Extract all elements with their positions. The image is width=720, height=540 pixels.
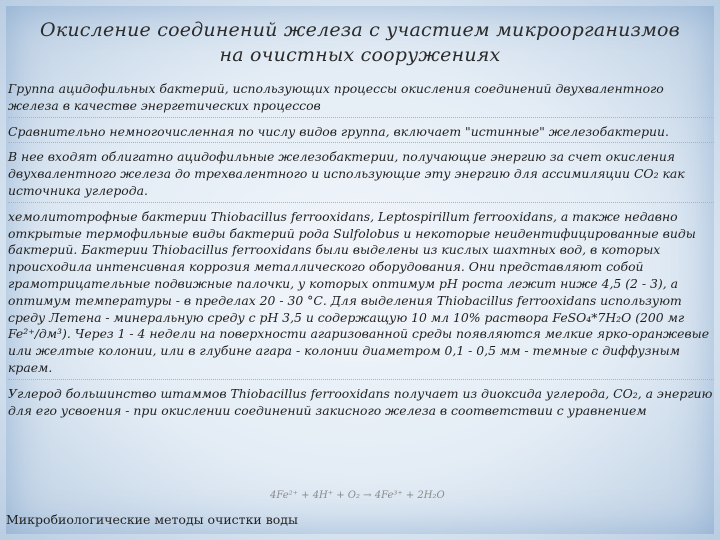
reaction-equation: 4Fe²⁺ + 4H⁺ + O₂ → 4Fe³⁺ + 2H₂O bbox=[270, 490, 445, 501]
paragraph: Углерод большинство штаммов Thiobacillus ferrooxidans получает из диоксида углерода, CO₂, а энергию для его усвоения - при окислении соединений закисного железа в соответствии с уравнением bbox=[8, 385, 713, 418]
paragraph: хемолитотрофные бактерии Thiobacillus ferrooxidans, Leptospirillum ferrooxidans, а также недавно открытые термофильные виды бактерий рода Sulfolobus и некоторые неидентифицированные виды бактерий. Бактерии Thiobacillus ferrooxidans были выделены из кислых шахтных вод, в которых происходила интенсивная коррозия металлического оборудования. Они представляют собой грамотрицательные подвижные палочки, у которых оптимум pH роста лежит ниже 4,5 (2 - 3), а оптимум температуры - в пределах 20 - 30 °С. Для выделения Thiobacillus ferrooxidans используют среду Летена - минеральную среду с pH 3,5 и содержащую 10 мл 10% раствора FeSO₄*7H₂O (200 мг Fe²⁺/дм³). Через 1 - 4 недели на поверхности агаризованной среды появляются мелкие ярко-оранжевые или желтые колонии, или в глубине агара - колонии диаметром 0,1 - 0,5 мм - темные с диффузным краем. bbox=[8, 209, 714, 380]
paragraph: В нее входят облигатно ацидофильные железобактерии, получающие энергию за счет окисления двухвалентного железа до трехвалентного и использующие эту энергию для ассимиляции CO₂ как источника углерода. bbox=[8, 149, 714, 202]
paragraph: Сравнительно немногочисленная по числу видов группа, включает "истинные" железобактерии. bbox=[8, 124, 714, 144]
slide-body bbox=[8, 81, 714, 427]
title-line-1: Окисление соединений железа с участием микроорганизмов bbox=[40, 19, 680, 41]
slide-title bbox=[20, 18, 700, 68]
paragraph: Группа ацидофильных бактерий, использующих процессы окисления соединений двухвалентного железа в качестве энергетических процессов bbox=[8, 81, 714, 118]
title-line-2: на очистных сооружениях bbox=[219, 44, 501, 66]
slide-footer: Микробиологические методы очистки воды bbox=[6, 512, 298, 527]
